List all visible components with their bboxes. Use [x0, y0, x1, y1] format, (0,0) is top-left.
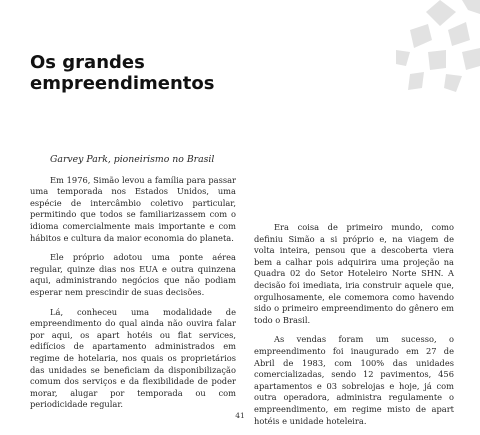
page-title [30, 52, 214, 94]
corner-ornament-icon [396, 0, 480, 92]
paragraph: Em 1976, Simão levou a família para passar uma temporada nos Estados Unidos, uma espécie de intercâmbio coletivo particular, permitindo que todos se familiarizassem com o idioma comercialmente mais importante e com hábitos e cultura da maior economia do planeta. [30, 174, 236, 243]
left-text-column [30, 154, 236, 419]
page-title-line-2: empreendimentos [30, 73, 215, 94]
paragraph: Lá, conheceu uma modalidade de empreendimento do qual ainda não ouvira falar por aqui, os apart hotéis ou flat services, edifícios de apartamento administrados em regime de hotelaria, nos quais os proprietários das unidades se beneficiam da disponibilização comum dos serviços e da flexibilidade de poder morar, alugar por temporada ou com periodicidade regular. [30, 306, 236, 410]
page-number: 41 [235, 411, 245, 420]
paragraph: Ele próprio adotou uma ponte aérea regular, quinze dias nos EUA e outra quinzena aqui, administrando negócios que não podiam esperar nem prescindir de suas decisões. [30, 252, 236, 297]
paragraph: As vendas foram um sucesso, o empreendimento foi inaugurado em 27 de Abril de 1983, com 100% das unidades comercializadas, sendo 12 pavimentos, 456 apartamentos e 03 sobrelojas e hoje, já com outra operadora, administra regulamente o empreendimento, em regime misto de apart hotéis e unidade hoteleira. [254, 334, 454, 426]
page-title-line-1: Os grandes [30, 52, 145, 73]
paragraph: Era coisa de primeiro mundo, como definiu Simão a si próprio e, na viagem de volta inteira, pensou que a descoberta viera bem a calhar pois adquirira uma projeção na Quadra 02 do Setor Hoteleiro Norte SHN. A decisão foi imediata, iria construir aquele que, orgulhosamente, ele comemora como havendo sido o primeiro empreendimento do gênero em todo o Brasil. [254, 222, 454, 325]
right-text-column [254, 222, 454, 435]
section-subtitle: Garvey Park, pioneirismo no Brasil [50, 154, 215, 165]
